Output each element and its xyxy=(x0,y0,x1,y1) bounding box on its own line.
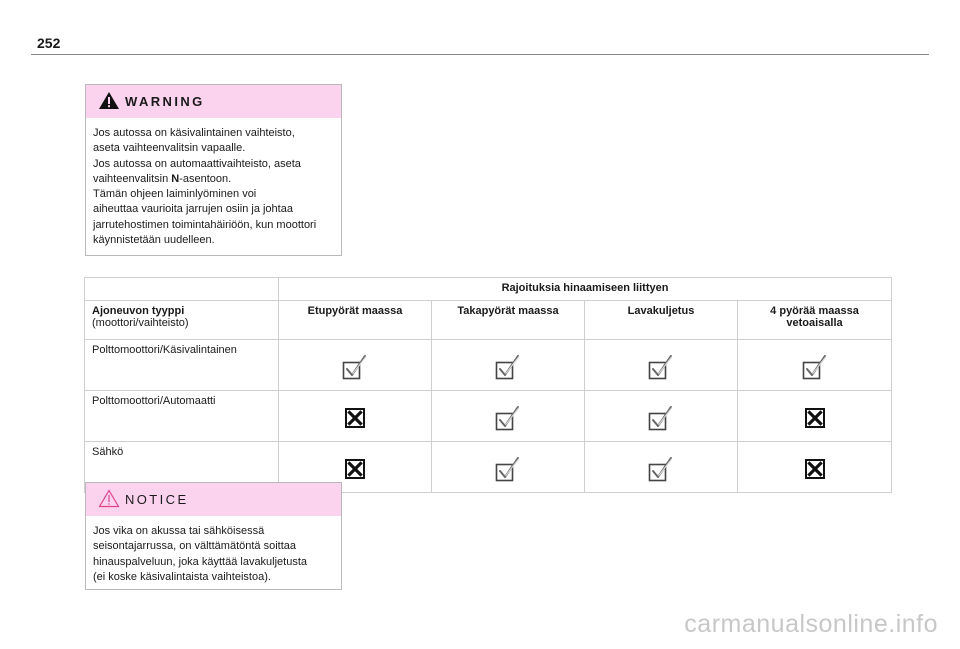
warning-callout xyxy=(85,84,342,256)
warning-line: jarrutehostimen toimintahäiriöön, kun moottori xyxy=(93,218,317,231)
crossed-box-icon xyxy=(345,459,365,482)
notice-header xyxy=(86,483,341,516)
notice-line: Jos vika on akussa tai sähköisessä xyxy=(93,525,265,537)
warning-line: aiheuttaa vaurioita jarrujen osiin ja johtaa xyxy=(93,203,293,216)
allowed-cell xyxy=(279,340,432,391)
allowed-cell xyxy=(585,340,738,391)
towing-restrictions-table xyxy=(84,277,892,493)
header-divider xyxy=(31,54,929,55)
warning-line: Jos autossa on käsivalintainen vaihteisto, xyxy=(93,127,295,139)
vehicle-type-header xyxy=(85,301,279,340)
table-group-header-row xyxy=(85,278,892,301)
group-header: Rajoituksia hinaamiseen liittyen xyxy=(279,278,892,301)
vehicle-type-label: Sähkö xyxy=(85,442,279,493)
allowed-cell xyxy=(585,442,738,493)
warning-line: aseta vaihteenvalitsin vapaalle. xyxy=(93,142,246,155)
allowed-cell xyxy=(738,340,892,391)
warning-line: Jos autossa on automaattivaihteisto, aseta xyxy=(93,157,301,170)
watermark-logo: carmanualsonline.info xyxy=(684,610,938,638)
gear-position-n: N xyxy=(171,172,180,185)
allowed-cell xyxy=(738,442,892,493)
checked-box-icon xyxy=(802,354,828,383)
notice-line: seisontajarrussa, on välttämätöntä soittaa xyxy=(93,540,297,553)
checked-box-icon xyxy=(495,405,521,434)
allowed-cell xyxy=(432,340,585,391)
warning-header xyxy=(86,85,341,118)
allowed-cell xyxy=(738,391,892,442)
notice-text xyxy=(86,516,341,585)
checked-box-icon xyxy=(495,354,521,383)
checked-box-icon xyxy=(648,405,674,434)
page-number: 252 xyxy=(37,35,61,51)
warning-triangle-icon xyxy=(98,91,120,110)
warning-text xyxy=(86,118,341,248)
warning-title: WARNING xyxy=(125,94,205,109)
empty-header-cell xyxy=(85,278,279,301)
table-row xyxy=(85,340,892,391)
notice-triangle-icon xyxy=(98,489,120,508)
checked-box-icon xyxy=(495,456,521,485)
warning-line: käynnistetään uudelleen. xyxy=(93,234,215,247)
warning-line xyxy=(93,172,334,187)
table-column-header-row xyxy=(85,301,892,340)
table-row xyxy=(85,391,892,442)
notice-line: hinauspalveluun, joka käyttää lavakuljetusta xyxy=(93,555,308,568)
warning-line-part: vaihteenvalitsin xyxy=(93,172,172,185)
vehicle-type-title: Ajoneuvon tyyppi xyxy=(92,305,185,317)
checked-box-icon xyxy=(648,354,674,383)
allowed-cell xyxy=(585,391,738,442)
vehicle-type-label: Polttomoottori/Käsivalintainen xyxy=(85,340,279,391)
checked-box-icon xyxy=(648,456,674,485)
checked-box-icon xyxy=(342,354,368,383)
notice-line: (ei koske käsivalintaista vaihteistoa). xyxy=(93,570,271,583)
allowed-cell xyxy=(432,442,585,493)
vehicle-type-label: Polttomoottori/Automaatti xyxy=(85,391,279,442)
column-header: 4 pyörää maassa vetoaisalla xyxy=(738,301,892,340)
column-header: Lavakuljetus xyxy=(585,301,738,340)
warning-line: Tämän ohjeen laiminlyöminen voi xyxy=(93,188,257,201)
column-header: Takapyörät maassa xyxy=(432,301,585,340)
allowed-cell xyxy=(432,391,585,442)
allowed-cell xyxy=(279,391,432,442)
crossed-box-icon xyxy=(805,408,825,431)
vehicle-type-subtitle: (moottori/vaihteisto) xyxy=(92,317,189,329)
crossed-box-icon xyxy=(345,408,365,431)
warning-line-part: -asentoon. xyxy=(179,172,232,185)
column-header: Etupyörät maassa xyxy=(279,301,432,340)
crossed-box-icon xyxy=(805,459,825,482)
notice-title: NOTICE xyxy=(125,492,189,507)
notice-callout xyxy=(85,482,342,590)
